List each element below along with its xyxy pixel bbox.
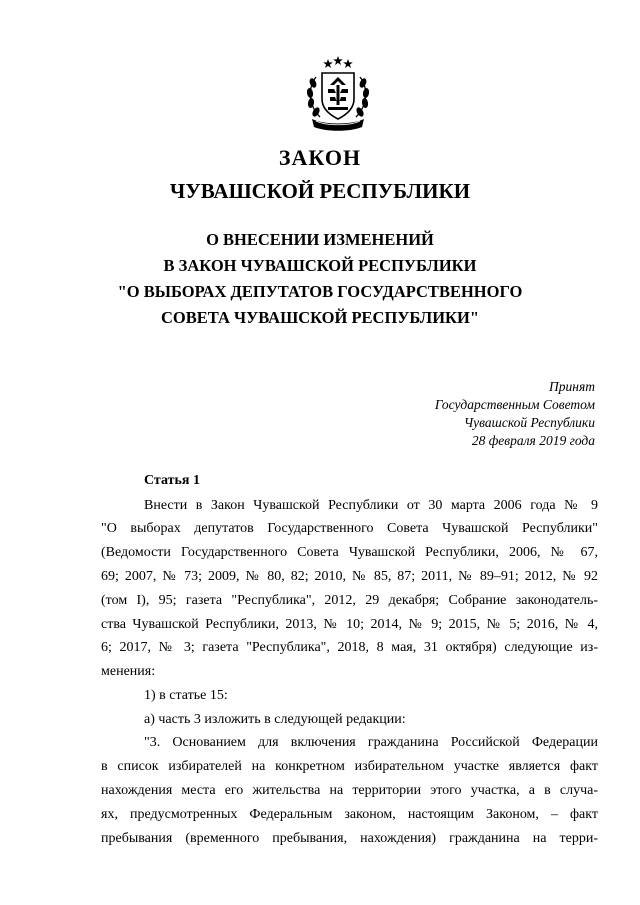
adoption-note [400, 378, 595, 450]
adoption-line: Государственным Советом [434, 397, 595, 412]
adoption-date: 28 февраля 2019 года [471, 433, 595, 448]
republic-title: ЧУВАШСКОЙ РЕСПУБЛИКИ [169, 179, 471, 203]
body-line: ства Чувашской Республики, 2013, № 10; 2014, № 9; 2015, № 5; 2016, № 4, [101, 617, 598, 632]
article-heading: Статья 1 [144, 473, 200, 488]
body-line: нахождения места его жительства на территории этого участка, а в случа- [101, 783, 598, 798]
body-line: "3. Основанием для включения гражданина Российской Федерации [144, 735, 598, 750]
body-line: в список избирателей на конкретном избирательном участке является факт [101, 759, 598, 774]
chuvash-coat-of-arms-emblem [298, 55, 378, 135]
adoption-line: Принят [549, 379, 595, 394]
subtitle-line: СОВЕТА ЧУВАШСКОЙ РЕСПУБЛИКИ" [161, 308, 479, 327]
body-line: 69; 2007, № 73; 2009, № 80, 82; 2010, № 85, 87; 2011, № 89–91; 2012, № 92 [101, 569, 598, 584]
body-line: (том I), 95; газета "Республика", 2012, 29 декабря; Собрание законодатель- [101, 593, 598, 608]
body-line: ях, предусмотренных Федеральным законом, настоящим Законом, – факт [101, 807, 598, 822]
law-title: ЗАКОН [278, 145, 362, 170]
adoption-line: Чувашской Республики [463, 415, 595, 430]
body-line: (Ведомости Государственного Совета Чувашской Республики, 2006, № 67, [101, 545, 598, 560]
body-line: 6; 2017, № 3; газета "Республика", 2018, 8 мая, 31 октября) следующие из- [101, 640, 598, 655]
body-line: пребывания (временного пребывания, нахождения) гражданина на терри- [101, 831, 598, 846]
subtitle-line: О ВНЕСЕНИИ ИЗМЕНЕНИЙ [206, 230, 434, 249]
body-line: Внести в Закон Чувашской Республики от 30 марта 2006 года № 9 [144, 498, 598, 513]
body-line: 1) в статье 15: [144, 688, 228, 703]
body-line: "О выборах депутатов Государственного Совета Чувашской Республики" [101, 521, 598, 536]
body-line: а) часть 3 изложить в следующей редакции: [144, 712, 406, 727]
subtitle-line: В ЗАКОН ЧУВАШСКОЙ РЕСПУБЛИКИ [163, 256, 477, 275]
body-line: менения: [101, 664, 156, 679]
subtitle-line: "О ВЫБОРАХ ДЕПУТАТОВ ГОСУДАРСТВЕННОГО [117, 282, 523, 301]
